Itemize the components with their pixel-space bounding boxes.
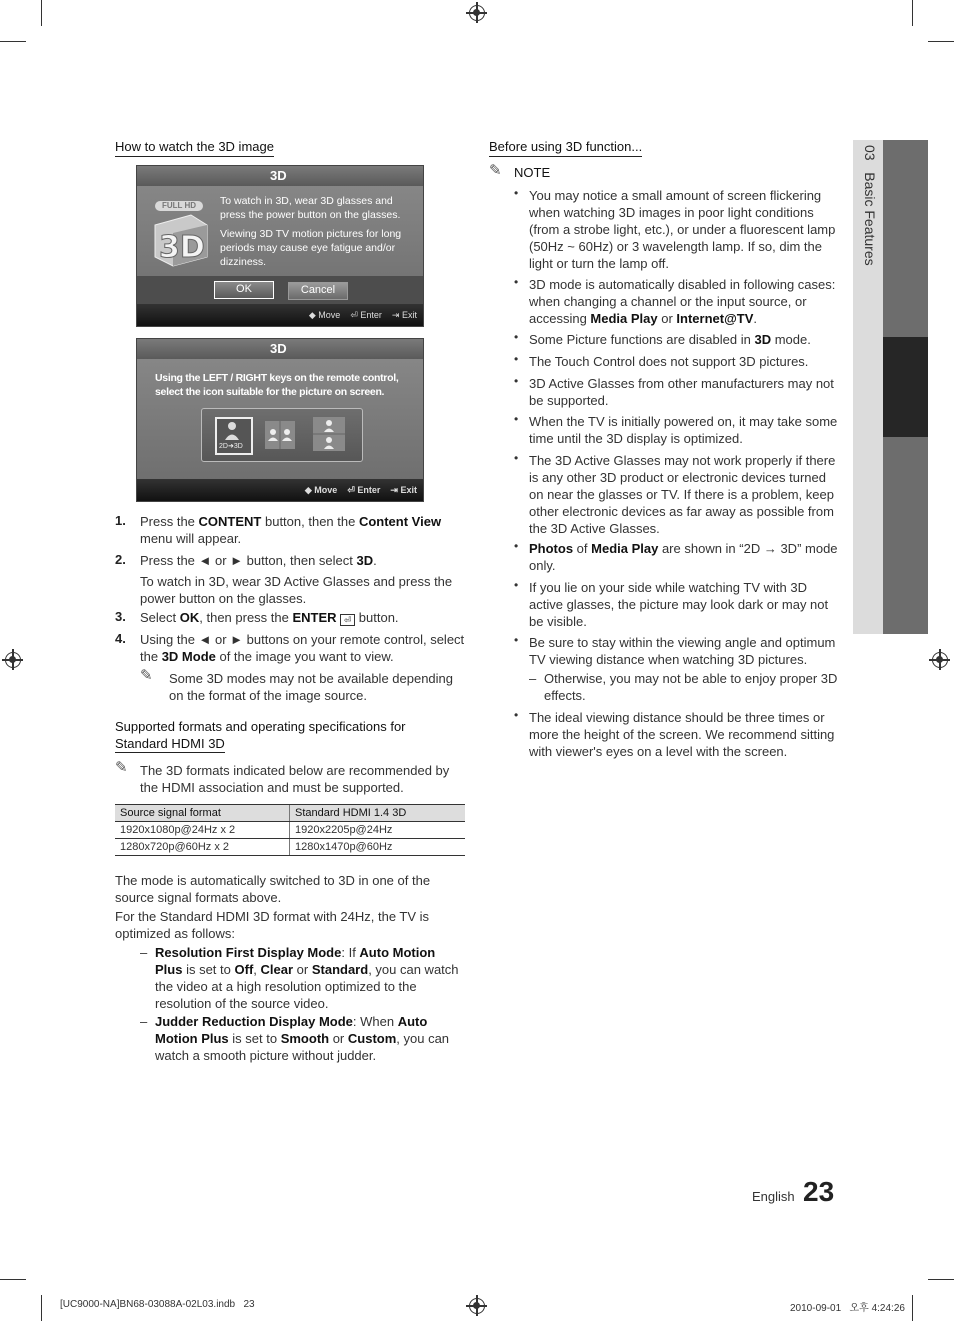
section-heading-how-to-watch: How to watch the 3D image [115, 139, 274, 157]
person-icon [217, 420, 251, 442]
table-row [115, 822, 465, 839]
enter-key-icon: ⏎ [340, 614, 355, 626]
bullet-marker: • [514, 275, 519, 289]
osd-message-2: Viewing 3D TV motion pictures for long periods may cause eye fatigue and/or dizziness. [220, 228, 402, 268]
table-cell: 1920x1080p@24Hz x 2 [115, 822, 290, 839]
text-run-bold: ENTER [292, 610, 337, 625]
list-item: The 3D Active Glasses may not work properly if there is any other 3D product or electronic devices turned on near the glasses or TV. If there is a problem, keep other electronic devices as far away as possible from the 3D Active Glasses. [529, 453, 836, 536]
text-run: are shown in “2D → 3D” mode only. [529, 541, 838, 573]
table-cell: 1280x1470p@60Hz [290, 839, 466, 856]
3d-logo-icon [151, 213, 209, 268]
text-run: Some Picture functions are disabled in [529, 332, 755, 347]
side-tab-bar-active [883, 337, 928, 437]
osd-nav-bar [137, 479, 423, 501]
bullet-marker: • [514, 186, 519, 200]
bullet-marker: • [514, 330, 519, 344]
side-tab-bar-top [883, 140, 928, 337]
text-run: . [373, 553, 377, 568]
nav-move-label: Move [318, 310, 341, 320]
bullet-marker: • [514, 708, 519, 722]
text-run: Using the ◄ or ► buttons on your remote control, select the [140, 632, 465, 664]
text-run: Press the [140, 514, 199, 529]
text-run-bold: Auto Motion Plus [155, 1014, 428, 1046]
note-pencil-icon: ✎ [115, 759, 128, 776]
text-run-bold: Internet@TV [676, 311, 754, 326]
osd-message-1: To watch in 3D, wear 3D glasses and press the power button on the glasses. [220, 195, 401, 221]
registration-mark-icon [5, 652, 21, 668]
note-pencil-icon: ✎ [140, 667, 153, 684]
table-header: Source signal format [115, 805, 290, 822]
step-number: 1. [115, 513, 126, 528]
nav-enter-label: Enter [360, 310, 382, 320]
text-run-bold: Standard [311, 962, 369, 977]
osd-nav-bar [137, 304, 423, 326]
dash-item-resolution-first [155, 944, 465, 1012]
osd-title: 3D [270, 168, 287, 183]
list-item: 3D Active Glasses from other manufacturers may not be supported. [529, 376, 834, 408]
text-run: Press the ◄ or ► button, then select [140, 553, 357, 568]
text-run: is set to [182, 962, 235, 977]
text-run-bold: Off [234, 962, 254, 977]
enter-icon: ⏎ [347, 485, 355, 495]
nav-exit-label: Exit [401, 310, 417, 320]
text-run: : If [341, 945, 360, 960]
registration-mark-icon [932, 652, 948, 668]
list-item [529, 276, 841, 327]
text-run: button. [355, 610, 399, 625]
footer-language: English [752, 1189, 795, 1204]
osd-title-bar [137, 339, 423, 359]
bullet-marker: • [514, 412, 519, 426]
nav-move-label: Move [314, 485, 338, 495]
osd-instruction: Using the LEFT / RIGHT keys on the remote control, select the icon suitable for the picture on screen. [155, 372, 399, 398]
text-run-bold: Content View [358, 514, 442, 529]
enter-icon: ⏎ [350, 310, 358, 320]
list-item: You may notice a small amount of screen flickering when watching 3D images in poor light conditions (from a strobe light, etc.), or under a fluorescent lamp (50Hz ~ 60Hz) or 3 wavelength lamp. If so, dim the light or turn the lamp off. [529, 188, 836, 271]
sub-list-item: Otherwise, you may not be able to enjoy proper 3D effects. [544, 671, 838, 703]
text-run: . [753, 311, 758, 326]
cancel-button[interactable]: Cancel [288, 282, 348, 300]
text-run-bold: Media Play [590, 311, 658, 326]
registration-mark-icon [469, 5, 485, 21]
hdmi-3d-format-table [115, 804, 465, 856]
print-file-info: [UC9000-NA]BN68-03088A-02L03.indb 23 [60, 1299, 255, 1310]
osd-title: 3D [270, 341, 287, 356]
text-run: of the image you want to view. [215, 649, 394, 664]
svg-text:3D: 3D [159, 230, 205, 265]
text-run-bold: 3D [356, 553, 374, 568]
text-run-bold: Photos [529, 541, 574, 556]
bullet-marker: • [514, 374, 519, 388]
step-2-detail: To watch in 3D, wear 3D Active Glasses and press the power button on the glasses. [140, 574, 453, 606]
text-run: Select [140, 610, 180, 625]
exit-icon: ⇥ [391, 310, 400, 320]
table-row [115, 839, 465, 856]
formats-note: The 3D formats indicated below are recommended by the HDMI association and must be supported. [140, 763, 450, 795]
step-text [140, 631, 468, 665]
text-run: of [573, 541, 592, 556]
note-label: NOTE [514, 165, 551, 180]
move-icon: ◆ [308, 310, 316, 320]
dash-marker: – [140, 945, 148, 960]
text-run: , [253, 962, 261, 977]
list-item: The ideal viewing distance should be three times or more the height of the screen. We recommend sitting with viewer's eyes on a level with the screen. [529, 710, 835, 759]
text-run: mode. [771, 332, 811, 347]
table-cell: 1280x720p@60Hz x 2 [115, 839, 290, 856]
print-date-info: 2010-09-01 오후 4:24:26 [790, 1303, 905, 1314]
mode-top-bottom-button[interactable] [313, 417, 345, 451]
bullet-marker: • [514, 352, 519, 366]
exit-icon: ⇥ [390, 485, 398, 495]
text-run: is set to [228, 1031, 281, 1046]
list-item [529, 331, 841, 348]
text-run-bold: Judder Reduction Display Mode [155, 1014, 353, 1029]
step-text [140, 609, 465, 626]
text-run: , you can watch a smooth picture without judder. [155, 1031, 450, 1063]
paragraph-24hz: For the Standard HDMI 3D format with 24Hz, the TV is optimized as follows: [115, 909, 430, 941]
nav-exit-label: Exit [400, 485, 417, 495]
text-run-bold: CONTENT [198, 514, 262, 529]
chapter-title: Basic Features [862, 172, 878, 266]
table-header: Standard HDMI 1.4 3D [290, 805, 466, 822]
bullet-marker: • [514, 539, 519, 553]
text-run: , you can watch the video at a high resolution optimized to the resolution of the source video. [155, 962, 459, 1011]
section-heading-formats [115, 718, 465, 752]
text-run: or [293, 962, 312, 977]
text-run-bold: Auto Motion Plus [155, 945, 436, 977]
text-run: : When [352, 1014, 398, 1029]
nav-enter-label: Enter [357, 485, 381, 495]
table-cell: 1920x2205p@24Hz [290, 822, 466, 839]
side-tab-bar-bottom [883, 437, 928, 634]
text-run-bold: Smooth [280, 1031, 330, 1046]
move-icon: ◆ [304, 485, 312, 495]
text-run: 3D mode is automatically disabled in following cases: when changing a channel or the input source, or accessing [529, 277, 836, 326]
list-item: The Touch Control does not support 3D pictures. [529, 354, 809, 369]
dash-item-judder-reduction [155, 1013, 455, 1064]
text-run-bold: Media Play [591, 541, 659, 556]
text-run-bold: Clear [260, 962, 294, 977]
ok-button[interactable]: OK [214, 281, 274, 299]
table-header-row [115, 805, 465, 822]
chapter-number: 03 [862, 145, 878, 161]
page-number: 23 [803, 1176, 835, 1207]
heading-line-1: Supported formats and operating specifications for [115, 719, 406, 734]
text-run: button, then the [261, 514, 359, 529]
mode-side-by-side-button[interactable] [265, 421, 295, 449]
osd-title-bar [137, 166, 423, 186]
side-by-side-icon [265, 421, 295, 449]
bullet-marker: • [514, 451, 519, 465]
text-run-bold: OK [179, 610, 200, 625]
note-pencil-icon: ✎ [489, 162, 502, 179]
step-text [140, 552, 465, 569]
mode-2d-to-3d-button[interactable] [215, 417, 253, 455]
list-item: Be sure to stay within the viewing angle and optimum TV viewing distance when watching 3D pictures. [529, 635, 836, 667]
osd-3d-mode-select [136, 338, 424, 502]
step-text [140, 513, 465, 547]
mode-2d-to-3d-label: 2D➜3D [219, 443, 243, 450]
list-item: If you lie on your side while watching TV with 3D active glasses, the picture may look dark or may not be visible. [529, 580, 829, 629]
osd-3d-warning [136, 165, 424, 327]
registration-mark-icon [469, 1298, 485, 1314]
side-tab-label [858, 145, 878, 345]
top-bottom-icon [313, 417, 345, 451]
step-number: 3. [115, 609, 126, 624]
text-run: , then press the [199, 610, 293, 625]
dash-marker: – [140, 1014, 148, 1029]
heading-line-2: Standard HDMI 3D [115, 736, 225, 751]
osd-button-row [137, 276, 423, 304]
text-run: or [329, 1031, 348, 1046]
text-run-bold: Resolution First Display Mode [155, 945, 342, 960]
bullet-marker: • [514, 578, 519, 592]
dash-marker: – [529, 671, 537, 686]
list-item: When the TV is initially powered on, it may take some time until the 3D display is optimized. [529, 414, 838, 446]
text-run-bold: 3D [754, 332, 772, 347]
section-heading-before-using: Before using 3D function... [489, 139, 642, 157]
text-run-bold: 3D Mode [161, 649, 216, 664]
text-run-bold: Custom [347, 1031, 397, 1046]
full-hd-badge: FULL HD [155, 201, 203, 211]
step-4-note: Some 3D modes may not be available depending on the format of the image source. [169, 671, 454, 703]
paragraph-auto-switch: The mode is automatically switched to 3D in one of the source signal formats above. [115, 873, 431, 905]
list-item [529, 540, 841, 574]
bullet-marker: • [514, 633, 519, 647]
text-run: menu will appear. [140, 531, 242, 546]
step-number: 4. [115, 631, 126, 646]
step-number: 2. [115, 552, 126, 567]
text-run: or [657, 311, 677, 326]
